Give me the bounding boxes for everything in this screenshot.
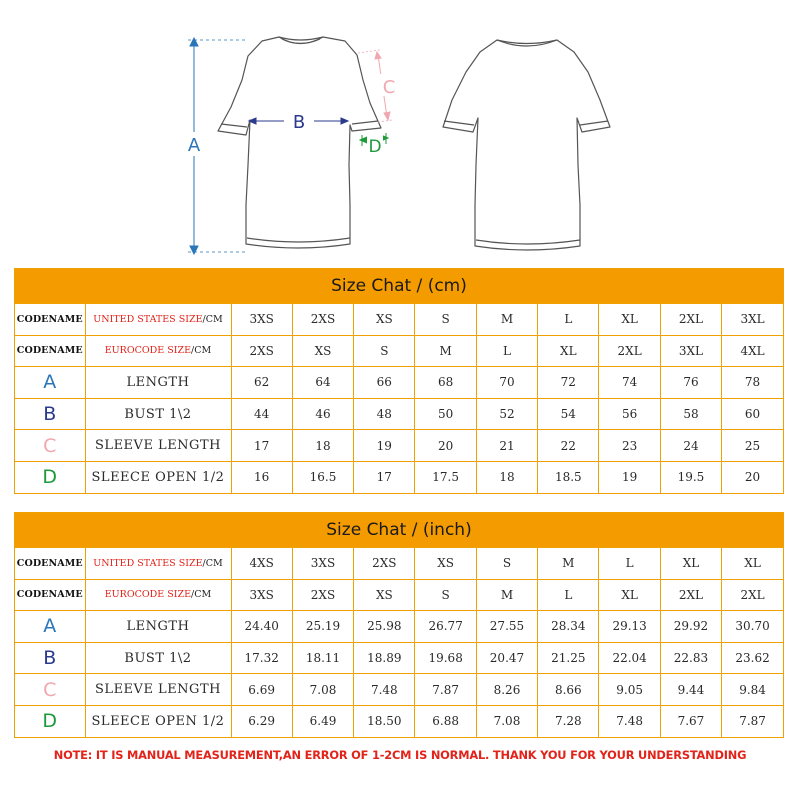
measure-name-cell: BUST 1\2 bbox=[85, 642, 231, 674]
measure-value-cell: 24 bbox=[660, 430, 721, 462]
tshirt-diagram bbox=[0, 0, 800, 262]
us-size-cell: 2XS bbox=[354, 548, 415, 579]
measure-value-cell: 6.88 bbox=[415, 705, 476, 736]
size-chart-inch bbox=[14, 512, 784, 738]
eu-size-cell: XL bbox=[538, 335, 599, 367]
measure-c-label: C bbox=[382, 77, 396, 98]
measure-value-cell: 44 bbox=[231, 398, 292, 430]
eu-size-cell: L bbox=[476, 335, 537, 367]
eu-size-cell: S bbox=[354, 335, 415, 367]
measure-value-cell: 17.32 bbox=[231, 642, 292, 674]
us-size-cell: L bbox=[538, 304, 599, 335]
measure-value-cell: 18 bbox=[476, 461, 537, 492]
measure-value-cell: 62 bbox=[231, 367, 292, 399]
size-chart-inch-title: Size Chat / (inch) bbox=[15, 513, 783, 548]
eu-size-label: EUROCODE SIZE bbox=[104, 345, 192, 357]
measure-value-cell: 18.5 bbox=[538, 461, 599, 492]
measure-value-cell: 8.26 bbox=[476, 674, 537, 706]
measure-value-cell: 25 bbox=[722, 430, 783, 462]
measure-value-cell: 48 bbox=[354, 398, 415, 430]
measure-value-cell: 22.83 bbox=[660, 642, 721, 674]
eu-size-label-cell bbox=[85, 335, 231, 367]
measure-value-cell: 7.67 bbox=[660, 705, 721, 736]
measure-value-cell: 20.47 bbox=[476, 642, 537, 674]
measure-value-cell: 26.77 bbox=[415, 611, 476, 643]
measure-value-cell: 18.50 bbox=[354, 705, 415, 736]
measure-value-cell: 9.05 bbox=[599, 674, 660, 706]
eu-size-cell: S bbox=[415, 579, 476, 611]
eu-size-cell: 3XL bbox=[660, 335, 721, 367]
measurement-row-c bbox=[15, 430, 783, 462]
measure-value-cell: 50 bbox=[415, 398, 476, 430]
size-table-cm bbox=[15, 304, 783, 493]
measure-letter-cell: B bbox=[15, 642, 85, 674]
us-size-cell: M bbox=[538, 548, 599, 579]
measurement-row-a bbox=[15, 611, 783, 643]
measure-value-cell: 21 bbox=[476, 430, 537, 462]
measure-value-cell: 78 bbox=[722, 367, 783, 399]
measure-value-cell: 72 bbox=[538, 367, 599, 399]
measure-name-cell: SLEEVE LENGTH bbox=[85, 674, 231, 706]
eu-size-cell: M bbox=[415, 335, 476, 367]
measure-letter-cell: D bbox=[15, 705, 85, 736]
measure-value-cell: 60 bbox=[722, 398, 783, 430]
front-tshirt bbox=[218, 37, 381, 248]
measure-value-cell: 64 bbox=[292, 367, 353, 399]
us-size-row bbox=[15, 304, 783, 335]
eu-size-cell: 3XS bbox=[231, 579, 292, 611]
measure-value-cell: 19 bbox=[354, 430, 415, 462]
us-size-cell: 2XL bbox=[660, 304, 721, 335]
size-chart-cm bbox=[14, 268, 784, 494]
us-size-cell: S bbox=[415, 304, 476, 335]
measurement-row-b bbox=[15, 642, 783, 674]
eu-size-cell: L bbox=[538, 579, 599, 611]
eu-size-cell: 2XL bbox=[722, 579, 783, 611]
measure-value-cell: 68 bbox=[415, 367, 476, 399]
measurement-row-c bbox=[15, 674, 783, 706]
measure-value-cell: 7.08 bbox=[476, 705, 537, 736]
measure-value-cell: 7.28 bbox=[538, 705, 599, 736]
measure-name-cell: SLEEVE LENGTH bbox=[85, 430, 231, 462]
measure-value-cell: 23.62 bbox=[722, 642, 783, 674]
us-size-label: UNITED STATES SIZE bbox=[93, 557, 203, 569]
measure-letter-cell: A bbox=[15, 367, 85, 399]
measure-letter-cell: C bbox=[15, 430, 85, 462]
codename-cell: CODENAME bbox=[15, 548, 85, 579]
measure-value-cell: 76 bbox=[660, 367, 721, 399]
us-size-cell: XL bbox=[599, 304, 660, 335]
measure-value-cell: 7.08 bbox=[292, 674, 353, 706]
us-size-cell: 2XS bbox=[292, 304, 353, 335]
codename-cell: CODENAME bbox=[15, 304, 85, 335]
measurement-row-d bbox=[15, 705, 783, 736]
measure-name-cell: LENGTH bbox=[85, 367, 231, 399]
measure-value-cell: 9.44 bbox=[660, 674, 721, 706]
measure-name-cell: SLEECE OPEN 1/2 bbox=[85, 461, 231, 492]
measure-value-cell: 54 bbox=[538, 398, 599, 430]
back-tshirt bbox=[443, 40, 610, 250]
measure-value-cell: 27.55 bbox=[476, 611, 537, 643]
measure-a-label: A bbox=[187, 135, 201, 156]
eu-size-label-cell bbox=[85, 579, 231, 611]
us-size-cell: M bbox=[476, 304, 537, 335]
measure-value-cell: 17 bbox=[231, 430, 292, 462]
measure-value-cell: 16 bbox=[231, 461, 292, 492]
measure-value-cell: 52 bbox=[476, 398, 537, 430]
measure-value-cell: 25.19 bbox=[292, 611, 353, 643]
measure-value-cell: 28.34 bbox=[538, 611, 599, 643]
us-size-cell: S bbox=[476, 548, 537, 579]
measure-b-label: B bbox=[292, 112, 306, 133]
measure-name-cell: SLEECE OPEN 1/2 bbox=[85, 705, 231, 736]
measure-value-cell: 18.89 bbox=[354, 642, 415, 674]
measurement-note: NOTE: IT IS MANUAL MEASUREMENT,AN ERROR OF 1-2CM IS NORMAL. THANK YOU FOR YOUR UNDERSTANDING bbox=[53, 748, 747, 762]
measure-value-cell: 7.48 bbox=[599, 705, 660, 736]
measure-value-cell: 17.5 bbox=[415, 461, 476, 492]
us-size-cell: 3XL bbox=[722, 304, 783, 335]
unit-suffix: /CM bbox=[202, 313, 223, 325]
measure-value-cell: 20 bbox=[415, 430, 476, 462]
eu-size-cell: 2XL bbox=[660, 579, 721, 611]
measure-value-cell: 20 bbox=[722, 461, 783, 492]
unit-suffix: /CM bbox=[202, 557, 223, 569]
measure-value-cell: 46 bbox=[292, 398, 353, 430]
us-size-cell: L bbox=[599, 548, 660, 579]
eu-size-label: EUROCODE SIZE bbox=[104, 589, 192, 601]
measure-value-cell: 58 bbox=[660, 398, 721, 430]
size-chart-cm-title: Size Chat / (cm) bbox=[15, 269, 783, 304]
us-size-cell: XL bbox=[722, 548, 783, 579]
measure-name-cell: LENGTH bbox=[85, 611, 231, 643]
eu-size-cell: M bbox=[476, 579, 537, 611]
measure-value-cell: 70 bbox=[476, 367, 537, 399]
codename-cell: CODENAME bbox=[15, 335, 85, 367]
measure-value-cell: 6.29 bbox=[231, 705, 292, 736]
measure-value-cell: 24.40 bbox=[231, 611, 292, 643]
measure-value-cell: 18.11 bbox=[292, 642, 353, 674]
measure-value-cell: 7.48 bbox=[354, 674, 415, 706]
measure-value-cell: 66 bbox=[354, 367, 415, 399]
measure-value-cell: 8.66 bbox=[538, 674, 599, 706]
codename-cell: CODENAME bbox=[15, 579, 85, 611]
measure-value-cell: 21.25 bbox=[538, 642, 599, 674]
us-size-cell: XS bbox=[354, 304, 415, 335]
us-size-cell: 4XS bbox=[231, 548, 292, 579]
measure-value-cell: 22 bbox=[538, 430, 599, 462]
measure-value-cell: 18 bbox=[292, 430, 353, 462]
us-size-cell: 3XS bbox=[231, 304, 292, 335]
measure-value-cell: 30.70 bbox=[722, 611, 783, 643]
measure-value-cell: 19.68 bbox=[415, 642, 476, 674]
eu-size-cell: 4XL bbox=[722, 335, 783, 367]
unit-suffix: /CM bbox=[191, 589, 212, 601]
eu-size-cell: XS bbox=[292, 335, 353, 367]
measure-value-cell: 74 bbox=[599, 367, 660, 399]
measure-letter-cell: B bbox=[15, 398, 85, 430]
measure-value-cell: 22.04 bbox=[599, 642, 660, 674]
size-table-inch bbox=[15, 548, 783, 737]
measure-letter-cell: D bbox=[15, 461, 85, 492]
us-size-cell: XL bbox=[660, 548, 721, 579]
us-size-cell: XS bbox=[415, 548, 476, 579]
measure-value-cell: 25.98 bbox=[354, 611, 415, 643]
measure-d-label: D bbox=[368, 137, 382, 157]
us-size-label: UNITED STATES SIZE bbox=[93, 313, 203, 325]
measure-value-cell: 29.13 bbox=[599, 611, 660, 643]
unit-suffix: /CM bbox=[191, 345, 212, 357]
measure-value-cell: 23 bbox=[599, 430, 660, 462]
eu-size-cell: 2XL bbox=[599, 335, 660, 367]
measure-letter-cell: C bbox=[15, 674, 85, 706]
measure-letter-cell: A bbox=[15, 611, 85, 643]
eu-size-row bbox=[15, 579, 783, 611]
measure-value-cell: 19.5 bbox=[660, 461, 721, 492]
measure-value-cell: 6.69 bbox=[231, 674, 292, 706]
measure-value-cell: 7.87 bbox=[415, 674, 476, 706]
eu-size-row bbox=[15, 335, 783, 367]
us-size-label-cell bbox=[85, 304, 231, 335]
measure-value-cell: 9.84 bbox=[722, 674, 783, 706]
measurement-row-a bbox=[15, 367, 783, 399]
eu-size-cell: 2XS bbox=[292, 579, 353, 611]
measure-value-cell: 19 bbox=[599, 461, 660, 492]
measure-value-cell: 7.87 bbox=[722, 705, 783, 736]
measure-value-cell: 6.49 bbox=[292, 705, 353, 736]
measure-value-cell: 16.5 bbox=[292, 461, 353, 492]
eu-size-cell: XS bbox=[354, 579, 415, 611]
measurement-row-d bbox=[15, 461, 783, 492]
eu-size-cell: XL bbox=[599, 579, 660, 611]
measure-value-cell: 56 bbox=[599, 398, 660, 430]
eu-size-cell: 2XS bbox=[231, 335, 292, 367]
measure-value-cell: 17 bbox=[354, 461, 415, 492]
us-size-label-cell bbox=[85, 548, 231, 579]
us-size-row bbox=[15, 548, 783, 579]
measurement-row-b bbox=[15, 398, 783, 430]
measure-name-cell: BUST 1\2 bbox=[85, 398, 231, 430]
measure-value-cell: 29.92 bbox=[660, 611, 721, 643]
us-size-cell: 3XS bbox=[292, 548, 353, 579]
